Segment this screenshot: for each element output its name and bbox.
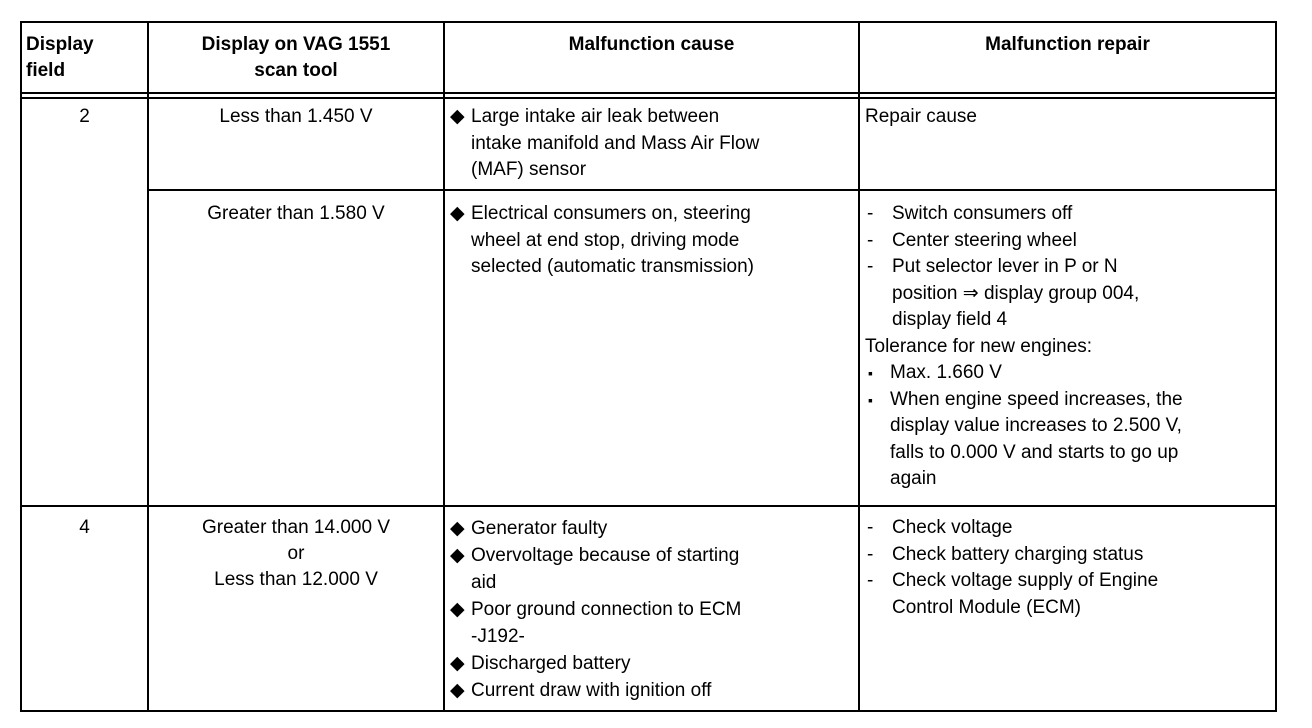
cause-bullet-item <box>450 201 855 281</box>
dash-bullet-icon: - <box>867 229 874 251</box>
row2-scan-tool-value <box>149 201 443 228</box>
repair-dash-item <box>865 201 1275 228</box>
repair-dash-item <box>865 228 1275 255</box>
repair-line: Check battery charging status <box>892 543 1144 565</box>
cause-line: -J192- <box>471 626 525 647</box>
repair-square-item <box>865 360 1275 387</box>
header-display-field <box>26 32 144 84</box>
cause-line: (MAF) sensor <box>471 159 587 180</box>
repair-dash-item <box>865 515 1275 542</box>
cause-line: Poor ground connection to ECM <box>471 599 742 620</box>
repair-dash-item <box>865 542 1275 569</box>
square-bullet-icon: ▪ <box>868 391 873 408</box>
cause-bullet-item <box>450 542 855 596</box>
cause-line: Electrical consumers on, steering <box>471 203 751 224</box>
cause-line: intake manifold and Mass Air Flow <box>471 132 760 154</box>
diamond-bullet-icon: ◆ <box>450 518 465 539</box>
row1-display-field <box>22 104 147 131</box>
cause-line: wheel at end stop, driving mode <box>471 229 740 251</box>
repair-line: Control Module (ECM) <box>892 596 1081 618</box>
diamond-bullet-icon: ◆ <box>450 203 465 224</box>
row1-cause <box>450 104 855 184</box>
cause-line: selected (automatic transmission) <box>471 256 754 277</box>
diamond-bullet-icon: ◆ <box>450 680 465 701</box>
column-divider <box>858 23 860 710</box>
repair-line: Center steering wheel <box>892 229 1077 251</box>
row2-repair <box>865 201 1275 493</box>
scan-tool-value-line: or <box>287 543 305 564</box>
scan-tool-value-line: Greater than 14.000 V <box>201 517 390 538</box>
repair-line: display field 4 <box>892 309 1008 330</box>
scan-tool-value-line: Greater than 1.580 V <box>207 203 385 224</box>
header-malfunction-repair-text: Malfunction repair <box>985 34 1150 55</box>
header-display-scan-tool-line: scan tool <box>254 60 338 81</box>
header-display-field-line: Display <box>26 34 94 55</box>
scan-tool-value-line: Less than 1.450 V <box>219 106 373 127</box>
row1-scan-tool-value <box>149 104 443 131</box>
repair-line: Check voltage <box>892 517 1013 538</box>
cause-bullet-item <box>450 650 855 677</box>
repair-line: Put selector lever in P or N <box>892 256 1118 277</box>
cause-bullet-item <box>450 104 855 184</box>
cause-line: aid <box>471 572 497 593</box>
header-malfunction-cause <box>445 32 858 58</box>
repair-square-item <box>865 387 1275 493</box>
repair-line: falls to 0.000 V and starts to go up <box>890 441 1179 463</box>
repair-dash-item <box>865 254 1275 334</box>
row-divider <box>147 189 1275 191</box>
diamond-bullet-icon: ◆ <box>450 599 465 620</box>
row3-display-field <box>22 515 147 542</box>
diamond-bullet-icon: ◆ <box>450 106 465 127</box>
row3-scan-tool-value <box>149 515 443 593</box>
dash-bullet-icon: - <box>867 203 874 224</box>
row1-repair <box>865 104 1275 131</box>
scan-tool-value-line: Less than 12.000 V <box>214 569 378 590</box>
header-divider <box>22 92 1275 99</box>
cause-line: Current draw with ignition off <box>471 680 712 701</box>
header-malfunction-cause-text: Malfunction cause <box>568 34 735 55</box>
cause-bullet-item <box>450 677 855 704</box>
header-display-scan-tool <box>149 32 443 84</box>
column-divider <box>443 23 445 710</box>
tolerance-heading: Tolerance for new engines: <box>865 335 1093 357</box>
cause-bullet-item <box>450 596 855 650</box>
repair-line: display value increases to 2.500 V, <box>890 415 1182 436</box>
row2-cause <box>450 201 855 281</box>
repair-line: Max. 1.660 V <box>890 362 1002 383</box>
repair-line: again <box>890 468 937 489</box>
repair-text-line: Repair cause <box>865 106 977 127</box>
diamond-bullet-icon: ◆ <box>450 653 465 674</box>
cause-line: Discharged battery <box>471 653 631 674</box>
dash-bullet-icon: - <box>867 517 874 538</box>
cause-line: Generator faulty <box>471 518 608 539</box>
header-malfunction-repair <box>860 32 1275 58</box>
header-display-field-line: field <box>26 60 66 81</box>
repair-line: Check voltage supply of Engine <box>892 570 1159 591</box>
repair-line: When engine speed increases, the <box>890 388 1183 410</box>
dash-bullet-icon: - <box>867 543 874 565</box>
row3-cause <box>450 515 855 704</box>
square-bullet-icon: ▪ <box>868 365 873 381</box>
repair-line: position ⇒ display group 004, <box>892 282 1140 304</box>
row-divider <box>22 505 1275 507</box>
repair-line: Switch consumers off <box>892 203 1073 224</box>
display-field-value: 4 <box>79 517 90 538</box>
dash-bullet-icon: - <box>867 256 874 277</box>
cause-bullet-item <box>450 515 855 542</box>
repair-dash-item <box>865 568 1275 621</box>
header-display-scan-tool-line: Display on VAG 1551 <box>201 34 391 55</box>
diagnostic-table <box>20 21 1277 712</box>
diamond-bullet-icon: ◆ <box>450 545 465 566</box>
row3-repair <box>865 515 1275 621</box>
cause-line: Overvoltage because of starting <box>471 545 740 566</box>
dash-bullet-icon: - <box>867 570 874 591</box>
display-field-value: 2 <box>79 106 90 127</box>
cause-line: Large intake air leak between <box>471 106 720 127</box>
